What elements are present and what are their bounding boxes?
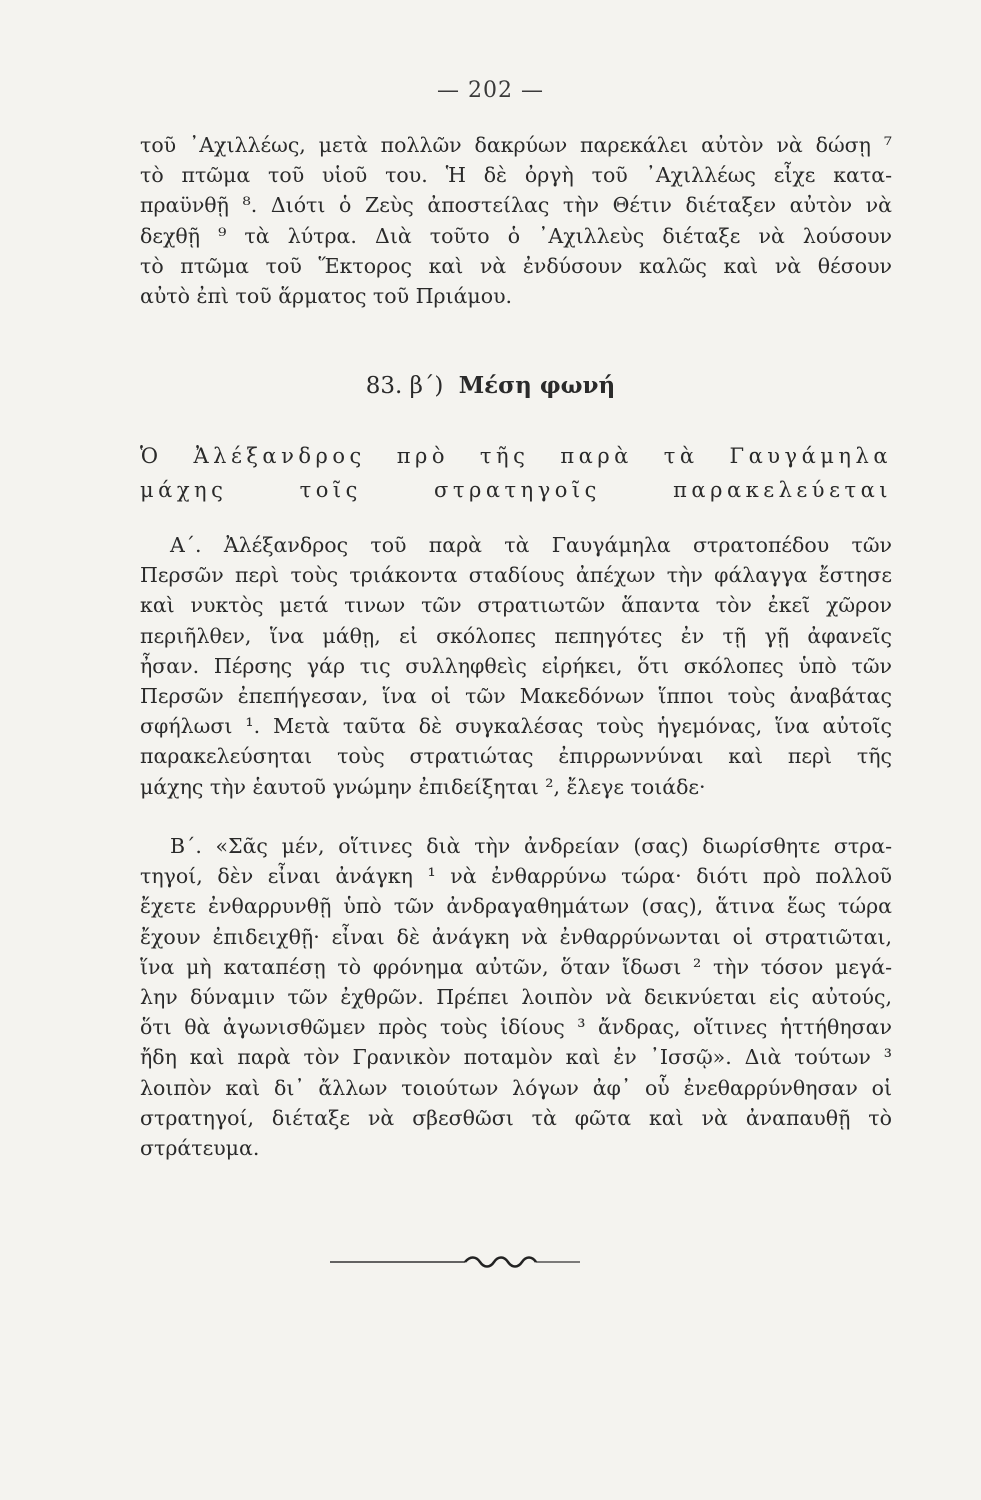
- section-number: 83. β´): [365, 373, 444, 399]
- text-line: στράτευμα.: [140, 1136, 260, 1161]
- paragraph-1: [140, 130, 892, 311]
- subtitle-line-1: [140, 440, 892, 472]
- text-line: Α´. Ἀλέξανδρος τοῦ παρὰ τὰ Γαυγάμηλα στρατοπέδου τῶν: [170, 533, 892, 557]
- text-line: καὶ νυκτὸς μετά τινων τῶν στρατιωτῶν ἅπαντα τὸν ἐκεῖ χῶρον: [140, 593, 892, 618]
- page-number: — 202 —: [437, 78, 544, 103]
- text-line: ἦσαν. Πέρσης γάρ τις συλληφθεὶς εἰρήκει, ὅτι σκόλοπες ὑπὸ τῶν: [140, 653, 892, 678]
- subtitle-line-2: [140, 474, 892, 506]
- text-line: τὸ πτῶμα τοῦ Ἕκτορος καὶ νὰ ἐνδύσουν καλῶς καὶ νὰ θέσουν: [140, 253, 892, 278]
- text-line: τηγοί, δὲν εἶναι ἀνάγκη ¹ νὰ ἐνθαρρύνω τώρα· διότι πρὸ πολλοῦ: [140, 864, 892, 889]
- text-line: ἤδη καὶ παρὰ τὸν Γρανικὸν ποταμὸν καὶ ἐν ᾿Ισσῷ». Διὰ τούτων ³: [140, 1045, 892, 1070]
- subtitle-text: μάχης τοῖς στρατηγοῖς παρακελεύεται: [140, 478, 892, 502]
- paragraph-2: [140, 530, 892, 802]
- paragraph-3: [140, 831, 892, 1163]
- text-line: τὸ πτῶμα τοῦ υἱοῦ του. Ἡ δὲ ὀργὴ τοῦ ᾿Αχιλλέως εἶχε κατα-: [140, 163, 892, 188]
- end-ornament-icon: [330, 1250, 650, 1272]
- text-line: δεχθῇ ⁹ τὰ λύτρα. Διὰ τοῦτο ὁ ᾿Αχιλλεὺς διέταξε νὰ λούσουν: [140, 223, 892, 248]
- text-line: ἵνα μὴ καταπέσῃ τὸ φρόνημα αὐτῶν, ὅταν ἴδωσι ² τὴν τόσον μεγά-: [140, 954, 892, 979]
- text-line: ὅτι θὰ ἀγωνισθῶμεν πρὸς τοὺς ἰδίους ³ ἄνδρας, οἵτινες ἡττήθησαν: [140, 1015, 892, 1040]
- text-line: Β´. «Σᾶς μέν, οἵτινες διὰ τὴν ἀνδρείαν (σας) διωρίσθητε στρα-: [170, 834, 892, 858]
- text-line: πραϋνθῇ ⁸. Διότι ὁ Ζεὺς ἀποστείλας τὴν Θέτιν διέταξεν αὐτὸν νὰ: [140, 193, 892, 218]
- text-line: λην δύναμιν τῶν ἐχθρῶν. Πρέπει λοιπὸν νὰ δεικνύεται εἰς αὐτούς,: [140, 985, 892, 1010]
- text-line: λοιπὸν καὶ δι᾿ ἄλλων τοιούτων λόγων ἀφ᾿ οὗ ἐνεθαρρύνθησαν οἱ: [140, 1075, 892, 1100]
- section-title: Μέση φωνή: [458, 372, 616, 399]
- text-line: αὐτὸ ἐπὶ τοῦ ἅρματος τοῦ Πριάμου.: [140, 284, 513, 309]
- text-line: Περσῶν περὶ τοὺς τριάκοντα σταδίους ἀπέχων τὴν φάλαγγα ἔστησε: [140, 563, 892, 588]
- text-line: ἔχετε ἐνθαρρυνθῇ ὑπὸ τῶν ἀνδραγαθημάτων (σας), ἅτινα ἕως τώρα: [140, 894, 892, 919]
- text-line: σφήλωσι ¹. Μετὰ ταῦτα δὲ συγκαλέσας τοὺς ἡγεμόνας, ἵνα αὐτοῖς: [140, 714, 892, 739]
- section-heading: [0, 372, 981, 399]
- text-line: στρατηγοί, διέταξε νὰ σβεσθῶσι τὰ φῶτα καὶ νὰ ἀναπαυθῇ τὸ: [140, 1105, 892, 1130]
- text-line: μάχης τὴν ἑαυτοῦ γνώμην ἐπιδείξηται ², ἔλεγε τοιάδε·: [140, 774, 706, 799]
- subtitle-text: Ὁ Ἀλέξανδρος πρὸ τῆς παρὰ τὰ Γαυγάμηλα: [140, 444, 892, 468]
- text-line: Περσῶν ἐπεπήγεσαν, ἵνα οἱ τῶν Μακεδόνων ἵπποι τοὺς ἀναβάτας: [140, 684, 892, 709]
- text-line: περιῆλθεν, ἵνα μάθῃ, εἰ σκόλοπες πεπηγότες ἐν τῇ γῇ ἀφανεῖς: [140, 623, 892, 648]
- text-line: παρακελεύσηται τοὺς στρατιώτας ἐπιρρωννύναι καὶ περὶ τῆς: [140, 744, 892, 769]
- text-line: ἔχουν ἐπιδειχθῇ· εἶναι δὲ ἀνάγκη νὰ ἐνθαρρύνωνται οἱ στρατιῶται,: [140, 924, 892, 949]
- text-line: τοῦ ᾿Αχιλλέως, μετὰ πολλῶν δακρύων παρεκάλει αὐτὸν νὰ δώσῃ ⁷: [140, 133, 892, 157]
